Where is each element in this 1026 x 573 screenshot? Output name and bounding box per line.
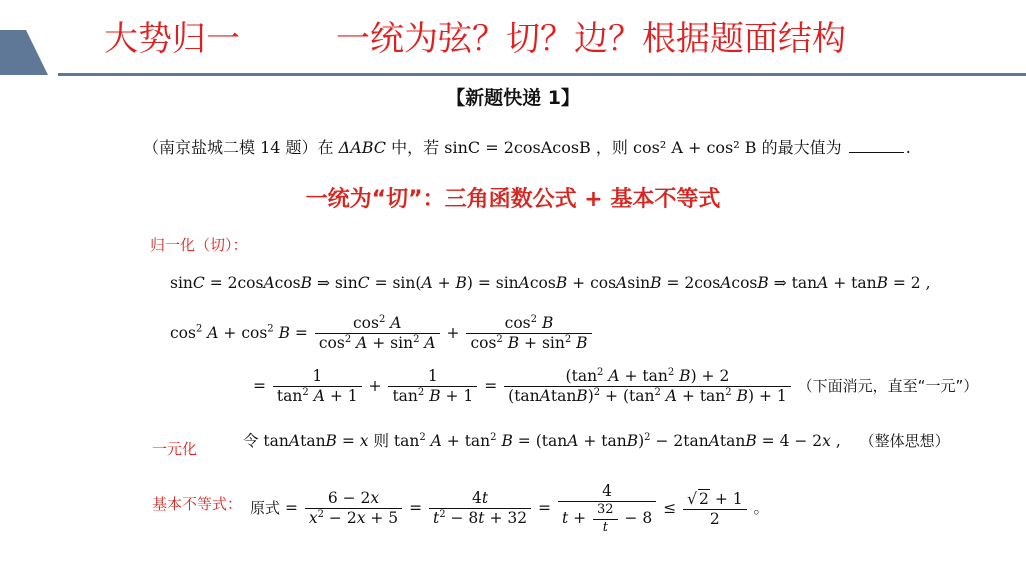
fraction: $\frac{1}{\tan^2 A + 1}$ xyxy=(273,367,362,407)
problem-statement xyxy=(143,135,911,158)
formula-line3: = $\frac{1}{\tan^2 A + 1}$ + $\frac{1}{\tan^2 B + 1}$ = $\frac{(\tan^2 A + \tan^2 B) + 2}{(tanAtanB)^2 + (\tan^2 A + \tan^2 B) + 1}$ （下面消元，直至“一元”） xyxy=(253,366,979,406)
fraction: $\frac{32}{t}$ xyxy=(593,502,618,536)
header-title-part1: 大势归一 xyxy=(104,19,240,59)
problem-triangle: ΔABC xyxy=(338,138,387,157)
problem-expr: cos² A + cos² B xyxy=(633,138,757,157)
step1-label: 归一化（切）： xyxy=(150,236,248,254)
formula-line2: $\cos^2 A + \cos^2 B$ = $\frac{\cos^2 A}{\cos^2 A + \sin^2 A}$ + $\frac{\cos^2 B}{\cos^2 B + \sin^2 B}$ xyxy=(170,314,594,354)
fraction: $\frac{4t}{t^2 - 8t + 32}$ xyxy=(429,489,531,529)
header-rule xyxy=(58,73,1026,76)
fraction: $\frac{1}{\tan^2 B + 1}$ xyxy=(388,367,477,407)
problem-then: ，则 xyxy=(595,138,628,157)
problem-middle: 中，若 xyxy=(391,138,440,157)
formula-line4: 令 tanAtanB = x 则 $\tan^2 A + \tan^2 B = (\tan A + \tan B)^2$ − 2tanAtanB = 4 − 2x , （整体思想） xyxy=(243,431,950,450)
problem-condition: sinC = 2cosAcosB xyxy=(444,138,591,157)
fraction: $\frac{\cos^2 A}{\cos^2 A + \sin^2 A}$ xyxy=(315,314,440,354)
fraction: $\frac{6 - 2x}{x^2 - 2x + 5}$ xyxy=(305,489,402,529)
formula-line5: 原式 = $\frac{6 - 2x}{x^2 - 2x + 5}$ = $\frac{4t}{t^2 - 8t + 32}$ = 4 t + $\frac{32}{t}$ − 8 ≤ $\frac{√ 2 + 1}{2}$ 。 xyxy=(250,482,770,535)
step2-label: 一元化 xyxy=(152,440,198,458)
header-title-part2: 一统为弦？切？边？根据题面结构 xyxy=(336,19,846,59)
answer-blank xyxy=(849,138,904,153)
problem-end: . xyxy=(905,138,911,157)
fraction: $\frac{√ 2 + 1}{2}$ xyxy=(683,489,746,530)
corner-chevron-icon xyxy=(0,30,48,75)
problem-prefix: （南京盐城二模 14 题）在 xyxy=(143,138,334,157)
lead-text: 原式 xyxy=(250,498,281,517)
header-title xyxy=(104,14,846,64)
section-heading: 一统为“切”：三角函数公式 + 基本不等式 xyxy=(305,187,721,212)
fraction: $\frac{(\tan^2 A + \tan^2 B) + 2}{(tanAtanB)^2 + (\tan^2 A + \tan^2 B) + 1}$ xyxy=(504,367,791,407)
subtitle: 【新题快递 1】 xyxy=(446,87,580,109)
problem-suffix: 的最大值为 xyxy=(761,138,842,157)
fraction: 4 t + $\frac{32}{t}$ − 8 xyxy=(558,482,656,536)
fraction: $\frac{\cos^2 B}{\cos^2 B + \sin^2 B}$ xyxy=(466,314,591,354)
formula-line1: sinC = 2cosAcosB ⇒ sinC = sin(A + B) = sinAcosB + cosAsinB = 2cosAcosB ⇒ tanA + tanB = 2 , xyxy=(170,274,931,292)
note-holistic: （整体思想） xyxy=(859,432,950,450)
note-eliminate: （下面消元，直至“一元”） xyxy=(797,376,979,395)
step3-label: 基本不等式： xyxy=(152,495,243,513)
